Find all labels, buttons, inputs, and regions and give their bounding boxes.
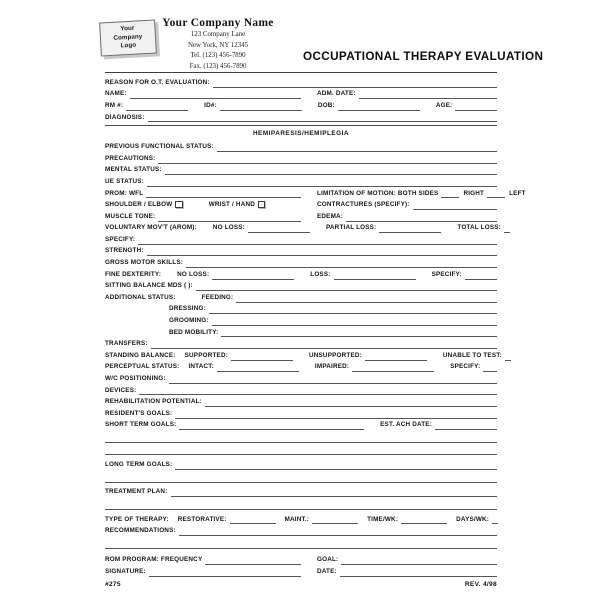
field-row-wc-positioning bbox=[105, 372, 497, 384]
label-dob: DOB: bbox=[317, 101, 335, 109]
input-sitting-balance[interactable] bbox=[196, 282, 497, 292]
label-total-loss: TOTAL LOSS: bbox=[457, 224, 501, 232]
label-prom-wfl: PROM: WFL bbox=[105, 189, 144, 197]
input-age[interactable] bbox=[455, 101, 497, 111]
input-devices[interactable] bbox=[139, 386, 497, 396]
input-limitation-both-sides[interactable] bbox=[441, 189, 459, 199]
label-rehabilitation-potential: REHABILITATION POTENTIAL: bbox=[105, 398, 202, 406]
label-limitation-of-motion: LIMITATION OF MOTION: BOTH SIDES bbox=[317, 189, 439, 197]
field-row-standing-balance bbox=[105, 349, 502, 361]
input-bed-mobility[interactable] bbox=[221, 328, 497, 338]
form-body bbox=[105, 72, 526, 588]
label-time-wk: TIME/WK: bbox=[367, 515, 399, 523]
field-row-type-of-therapy bbox=[105, 513, 497, 525]
label-wc-positioning: W/C POSITIONING: bbox=[105, 375, 166, 382]
label-wrist-hand: WRIST / HAND bbox=[208, 201, 255, 209]
logo-line-3: Logo bbox=[120, 41, 137, 50]
label-muscle-tone: MUSCLE TONE: bbox=[105, 212, 156, 220]
header-divider bbox=[105, 72, 497, 73]
label-impaired: IMPAIRED: bbox=[314, 363, 350, 371]
field-row-fine-dexterity bbox=[105, 268, 497, 280]
input-dressing[interactable] bbox=[209, 305, 497, 315]
label-rom-program: ROM PROGRAM: FREQUENCY bbox=[105, 556, 203, 564]
input-mental-status[interactable] bbox=[165, 166, 497, 176]
label-previous-functional-status: PREVIOUS FUNCTIONAL STATUS: bbox=[105, 143, 214, 151]
field-row-gross-motor-skills bbox=[105, 256, 497, 268]
field-row-muscle-tone-edema bbox=[105, 210, 497, 222]
label-shoulder-elbow: SHOULDER / ELBOW bbox=[105, 201, 173, 209]
input-goal[interactable] bbox=[341, 556, 497, 566]
field-row-transfers bbox=[105, 337, 497, 349]
input-time-wk[interactable] bbox=[401, 515, 447, 525]
field-row-grooming bbox=[105, 314, 497, 326]
input-fine-dexterity-specify[interactable] bbox=[465, 270, 497, 280]
revision-number: REV. 4/98 bbox=[464, 580, 497, 588]
label-recommendations: RECOMMENDATIONS: bbox=[105, 527, 176, 535]
field-row-long-term-goals bbox=[105, 458, 497, 470]
input-contractures[interactable] bbox=[413, 200, 497, 210]
input-total-loss[interactable] bbox=[504, 224, 510, 234]
label-devices: DEVICES: bbox=[105, 386, 137, 394]
input-signature[interactable] bbox=[149, 567, 301, 577]
label-right: RIGHT bbox=[463, 189, 485, 197]
input-restorative[interactable] bbox=[230, 515, 276, 525]
input-short-term-goals-line-2[interactable] bbox=[105, 430, 497, 443]
document-header bbox=[0, 0, 600, 74]
label-strength: STRENGTH: bbox=[105, 247, 144, 255]
label-unable-to-test: UNABLE TO TEST: bbox=[442, 351, 502, 359]
label-perceptual-specify: SPECIFY: bbox=[450, 363, 481, 371]
label-restorative: RESTORATIVE: bbox=[177, 515, 227, 523]
field-row-rm-id-dob-age bbox=[105, 99, 497, 111]
field-row-reason bbox=[105, 76, 497, 88]
input-gross-motor-skills[interactable] bbox=[186, 258, 497, 268]
input-partial-loss[interactable] bbox=[379, 224, 441, 234]
company-fax: Fax. (123) 456-7890 bbox=[189, 62, 247, 70]
document-footer bbox=[105, 577, 497, 588]
input-long-term-goals[interactable] bbox=[175, 461, 497, 471]
field-row-perceptual-status bbox=[105, 361, 497, 373]
label-gross-motor-skills: GROSS MOTOR SKILLS: bbox=[105, 259, 184, 267]
label-dressing: DRESSING: bbox=[169, 305, 206, 313]
label-est-ach-date: EST. ACH DATE: bbox=[380, 421, 432, 429]
label-type-of-therapy: TYPE OF THERAPY: bbox=[105, 515, 169, 523]
input-diagnosis[interactable] bbox=[148, 113, 497, 123]
input-unsupported[interactable] bbox=[365, 351, 427, 361]
input-est-ach-date[interactable] bbox=[435, 421, 497, 431]
logo-text bbox=[113, 24, 143, 51]
input-rom-program-frequency[interactable] bbox=[205, 556, 301, 566]
input-reason[interactable] bbox=[213, 78, 497, 88]
input-name[interactable] bbox=[130, 90, 301, 100]
input-date[interactable] bbox=[340, 567, 497, 577]
field-row-voluntary-movt bbox=[105, 222, 501, 234]
field-row-dressing bbox=[105, 303, 497, 315]
input-id[interactable] bbox=[220, 101, 302, 111]
input-adm-date[interactable] bbox=[359, 90, 497, 100]
input-prom-wfl[interactable] bbox=[146, 189, 301, 199]
input-no-loss[interactable] bbox=[248, 224, 310, 234]
label-long-term-goals: LONG TERM GOALS: bbox=[105, 461, 173, 469]
label-fine-dexterity-no-loss: NO LOSS: bbox=[177, 270, 210, 278]
label-unsupported: UNSUPPORTED: bbox=[309, 351, 362, 359]
field-row-rehabilitation-potential bbox=[105, 395, 497, 407]
label-contractures: CONTRACTURES (SPECIFY): bbox=[317, 201, 410, 209]
field-row-diagnosis bbox=[105, 111, 497, 123]
input-supported[interactable] bbox=[231, 351, 293, 361]
field-row-precautions bbox=[105, 152, 497, 164]
label-transfers: TRANSFERS: bbox=[105, 340, 148, 348]
input-rm[interactable] bbox=[126, 101, 188, 111]
label-treatment-plan: TREATMENT PLAN: bbox=[105, 488, 168, 496]
label-perceptual-status: PERCEPTUAL STATUS: bbox=[105, 363, 180, 371]
input-fine-dexterity-no-loss[interactable] bbox=[212, 270, 294, 280]
field-row-residents-goals bbox=[105, 407, 497, 419]
field-row-sitting-balance bbox=[105, 280, 497, 292]
input-dob[interactable] bbox=[338, 101, 420, 111]
label-specify: SPECIFY: bbox=[105, 235, 136, 243]
label-sitting-balance: SITTING BALANCE MDS ( ): bbox=[105, 282, 193, 290]
input-limitation-right[interactable] bbox=[487, 189, 505, 199]
company-name: Your Company Name bbox=[162, 17, 274, 29]
field-row-bed-mobility bbox=[105, 326, 497, 338]
field-row-previous-functional-status bbox=[105, 140, 497, 152]
input-impaired[interactable] bbox=[352, 363, 434, 373]
label-feeding: FEEDING: bbox=[201, 293, 234, 301]
label-partial-loss: PARTIAL LOSS: bbox=[325, 224, 377, 232]
input-rehabilitation-potential[interactable] bbox=[205, 398, 497, 408]
field-row-shoulder-contractures bbox=[105, 198, 497, 210]
label-fine-dexterity-specify: SPECIFY: bbox=[431, 270, 462, 278]
field-row-rom-program bbox=[105, 554, 497, 566]
logo-line-2: Company bbox=[113, 32, 143, 42]
label-residents-goals: RESIDENT'S GOALS: bbox=[105, 409, 173, 417]
label-diagnosis: DIAGNOSIS: bbox=[105, 113, 145, 121]
label-left: LEFT bbox=[509, 189, 526, 197]
field-row-additional-status-feeding bbox=[105, 291, 497, 303]
input-treatment-plan[interactable] bbox=[171, 488, 498, 498]
form-number: #275 bbox=[105, 580, 121, 588]
label-reason: REASON FOR O.T. EVALUATION: bbox=[105, 78, 210, 86]
label-id: ID#: bbox=[204, 101, 217, 109]
input-short-term-goals[interactable] bbox=[179, 421, 364, 431]
logo-line-1: Your bbox=[120, 24, 135, 33]
label-adm-date: ADM. DATE: bbox=[317, 90, 356, 98]
input-previous-functional-status[interactable] bbox=[217, 142, 497, 152]
input-intact[interactable] bbox=[217, 363, 299, 373]
input-maint[interactable] bbox=[312, 515, 358, 525]
input-muscle-tone[interactable] bbox=[158, 212, 301, 222]
label-bed-mobility: BED MOBILITY: bbox=[169, 328, 219, 336]
checkbox-shoulder-elbow[interactable] bbox=[175, 201, 182, 208]
label-age: AGE: bbox=[435, 101, 453, 109]
field-row-devices bbox=[105, 384, 497, 396]
label-signature: SIGNATURE: bbox=[105, 567, 146, 575]
label-voluntary-movt: VOLUNTARY MOV'T (AROM): bbox=[105, 224, 197, 232]
input-short-term-goals-line-3[interactable] bbox=[105, 443, 497, 456]
field-row-short-term-goals bbox=[105, 419, 497, 431]
input-transfers[interactable] bbox=[151, 340, 497, 350]
label-loss: LOSS: bbox=[310, 270, 331, 278]
input-unable-to-test[interactable] bbox=[505, 351, 511, 361]
input-specify[interactable] bbox=[138, 235, 497, 245]
label-date: DATE: bbox=[317, 567, 337, 575]
input-treatment-plan-line-2[interactable] bbox=[105, 497, 497, 510]
label-precautions: PRECAUTIONS: bbox=[105, 154, 156, 162]
input-loss[interactable] bbox=[334, 270, 416, 280]
label-days-wk: DAYS/WK: bbox=[456, 515, 490, 523]
field-row-recommendations bbox=[105, 524, 497, 536]
label-rm: RM #: bbox=[105, 101, 124, 109]
label-edema: EDEMA: bbox=[317, 212, 344, 220]
input-feeding[interactable] bbox=[236, 293, 497, 303]
company-address-line-1: 123 Company Lane bbox=[190, 31, 246, 39]
label-short-term-goals: SHORT TERM GOALS: bbox=[105, 421, 177, 429]
company-info bbox=[150, 16, 286, 72]
checkbox-wrist-hand[interactable] bbox=[258, 201, 265, 208]
label-fine-dexterity: FINE DEXTERITY: bbox=[105, 270, 162, 278]
field-row-ue-status bbox=[105, 175, 497, 187]
label-mental-status: MENTAL STATUS: bbox=[105, 166, 162, 174]
document-title: OCCUPATIONAL THERAPY EVALUATION bbox=[303, 50, 544, 63]
input-edema[interactable] bbox=[346, 212, 497, 222]
label-intact: INTACT: bbox=[188, 363, 214, 371]
label-grooming: GROOMING: bbox=[169, 317, 209, 325]
logo-placeholder-box bbox=[99, 19, 157, 56]
input-long-term-goals-line-2[interactable] bbox=[105, 470, 497, 483]
field-row-name bbox=[105, 88, 497, 100]
company-address-line-2: New York, NY 12345 bbox=[187, 41, 249, 49]
field-row-treatment-plan bbox=[105, 486, 497, 498]
input-recommendations[interactable] bbox=[179, 526, 497, 536]
input-strength[interactable] bbox=[147, 247, 497, 257]
input-ue-status[interactable] bbox=[147, 177, 497, 187]
field-row-mental-status bbox=[105, 164, 497, 176]
label-additional-status: ADDITIONAL STATUS: bbox=[105, 293, 176, 301]
label-goal: GOAL: bbox=[317, 556, 339, 564]
section-heading: HEMIPARESIS/HEMIPLEGIA bbox=[252, 129, 350, 137]
input-recommendations-line-2[interactable] bbox=[105, 536, 497, 549]
input-grooming[interactable] bbox=[212, 316, 497, 326]
input-perceptual-specify[interactable] bbox=[483, 363, 497, 373]
company-phone: Tel. (123) 456-7890 bbox=[190, 52, 246, 60]
field-row-prom-limitation bbox=[105, 187, 526, 199]
label-name: NAME: bbox=[105, 90, 127, 98]
input-wc-positioning[interactable] bbox=[169, 374, 497, 384]
label-standing-balance: STANDING BALANCE: bbox=[105, 351, 176, 359]
input-residents-goals[interactable] bbox=[175, 409, 497, 419]
field-row-specify bbox=[105, 233, 497, 245]
field-row-signature bbox=[105, 565, 497, 577]
field-row-strength bbox=[105, 245, 497, 257]
input-days-wk[interactable] bbox=[492, 515, 498, 525]
label-supported: SUPPORTED: bbox=[184, 351, 228, 359]
input-precautions[interactable] bbox=[158, 154, 497, 164]
label-ue-status: UE STATUS: bbox=[105, 177, 144, 185]
label-maint: MAINT.: bbox=[284, 515, 310, 523]
label-no-loss: NO LOSS: bbox=[212, 224, 245, 232]
